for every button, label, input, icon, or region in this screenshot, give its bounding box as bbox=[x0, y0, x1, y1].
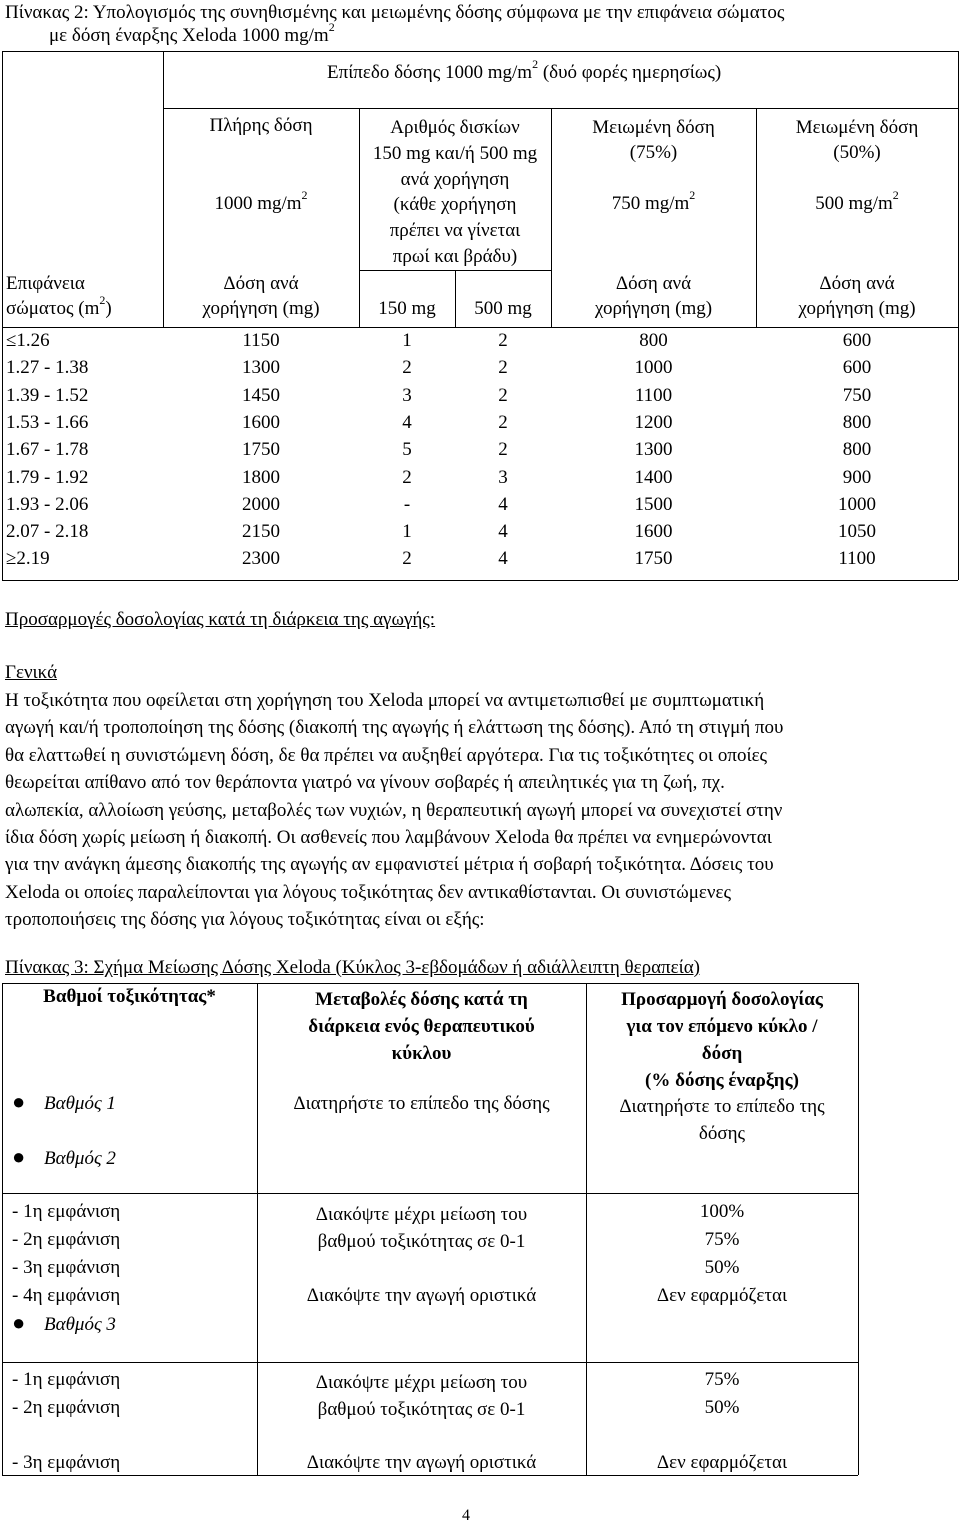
table-row bbox=[0, 330, 960, 357]
cell-t500: 2 bbox=[498, 384, 508, 406]
cell-t150: - bbox=[403, 493, 411, 515]
general-paragraph bbox=[5, 687, 783, 934]
cell-t500: 2 bbox=[498, 411, 508, 433]
grade-3-adjustment-1: 75% bbox=[704, 1369, 740, 1390]
reduced-75-value: 750 $mg/m^2$ bbox=[611, 188, 696, 214]
grade-3-occurrence-3: - 3η εμφάνιση bbox=[12, 1452, 121, 1473]
table2-caption-line2: με δόση έναρξης Xeloda 1000 $mg/m^2$ bbox=[49, 20, 335, 46]
cell-bsa: 2.07 - 2.18 bbox=[6, 521, 89, 543]
tablets-150-header: 150 mg bbox=[378, 298, 436, 319]
grade-2-adjustment-4: Δεν εφαρμόζεται bbox=[656, 1285, 788, 1306]
table-row bbox=[0, 494, 960, 521]
cell-full: 2300 bbox=[242, 548, 280, 570]
cell-t500: 4 bbox=[498, 548, 508, 570]
reduced-50-value: 500 $mg/m^2$ bbox=[815, 188, 899, 214]
grade-1-adjustment: Διατηρήστε το επίπεδο της δόσης bbox=[619, 1096, 825, 1144]
table-row bbox=[0, 548, 960, 575]
cell-bsa: 1.79 - 1.92 bbox=[6, 466, 89, 488]
table2-top-border bbox=[2, 51, 958, 52]
cell-bsa: 1.93 - 2.06 bbox=[6, 493, 89, 515]
cell-r50: 600 bbox=[842, 330, 872, 351]
grade-2-adjustment-2: 75% bbox=[704, 1229, 740, 1250]
grade-2-adjustment-3: 50% bbox=[704, 1257, 740, 1278]
table3-bottom-border bbox=[2, 1475, 858, 1476]
cell-bsa: ≤1.26 bbox=[6, 330, 50, 351]
cell-t500: 4 bbox=[498, 521, 508, 543]
table2-level-divider bbox=[163, 108, 958, 109]
paragraph-line: Η τοξικότητα που οφείλεται στη χορήγηση του Xeloda μπορεί να αντιμετωπισθεί με συμπτωματική bbox=[5, 690, 765, 711]
table-row bbox=[0, 385, 960, 412]
paragraph-line: τροποποιήσεις της δόσης για λόγους τοξικότητας είναι οι εξής: bbox=[5, 909, 485, 931]
cell-full: 1300 bbox=[242, 357, 280, 379]
grade-2-stop-action: Διακόψτε την αγωγή οριστικά bbox=[306, 1285, 537, 1306]
grade-3-adjustment-3: Δεν εφαρμόζεται bbox=[656, 1452, 788, 1473]
cell-bsa: 1.27 - 1.38 bbox=[6, 357, 89, 379]
general-subheading: Γενικά bbox=[5, 662, 58, 683]
grade-1-label: Βαθμός 1 bbox=[44, 1093, 116, 1114]
table3-left-border bbox=[2, 983, 3, 1475]
table-row bbox=[0, 521, 960, 548]
full-dose-per-admin-label: Δόση ανά χορήγηση (mg) bbox=[202, 273, 320, 319]
table3-caption: Πίνακας 3: Σχήμα Μείωσης Δόσης Xeloda (Κύκλος 3-εβδομάδων ή αδιάλλειπτη θεραπεία) bbox=[5, 957, 700, 978]
table3-top-border bbox=[2, 983, 858, 984]
grade-2-occurrence-3: - 3η εμφάνιση bbox=[12, 1257, 121, 1278]
cell-r50: 800 bbox=[842, 439, 872, 461]
bullet-icon: ● bbox=[12, 1310, 26, 1335]
cell-r50: 1000 bbox=[838, 493, 876, 515]
full-dose-value: 1000 $mg/m^2$ bbox=[214, 188, 308, 214]
table-row bbox=[0, 467, 960, 494]
cell-bsa: 1.67 - 1.78 bbox=[6, 439, 89, 461]
table2-header-bottom bbox=[2, 327, 958, 328]
cell-full: 1150 bbox=[242, 330, 280, 351]
paragraph-line: θεωρείται απίθανο από τον θεράποντα γιατρό να γίνουν σοβαρές ή απειλητικές για τη ζωή, πχ. bbox=[5, 772, 725, 794]
cell-t150: 2 bbox=[402, 548, 412, 570]
cell-t500: 2 bbox=[498, 439, 508, 461]
cell-r75: 1100 bbox=[634, 384, 673, 406]
reduced-75-title: Μειωμένη δόση (75%) bbox=[592, 117, 715, 163]
cell-full: 1600 bbox=[242, 411, 280, 433]
toxicity-grades-header: Βαθμοί τοξικότητας* bbox=[43, 986, 216, 1007]
dose-adjustments-heading: Προσαρμογές δοσολογίας κατά τη διάρκεια της αγωγής: bbox=[5, 609, 436, 630]
cell-t150: 2 bbox=[402, 357, 412, 379]
grade-3-adjustment-2: 50% bbox=[704, 1397, 740, 1418]
grade-2-occurrence-2: - 2η εμφάνιση bbox=[12, 1229, 121, 1250]
page-number: 4 bbox=[462, 1507, 470, 1524]
cell-full: 1450 bbox=[242, 384, 280, 406]
table-row bbox=[0, 357, 960, 384]
cell-r50: 900 bbox=[842, 466, 872, 488]
cell-bsa: ≥2.19 bbox=[6, 548, 50, 570]
dose-change-header: Μεταβολές δόσης κατά τη διάρκεια ενός θεραπευτικού κύκλου bbox=[308, 989, 535, 1064]
cell-r50: 750 bbox=[842, 384, 872, 406]
full-dose-title: Πλήρης δόση bbox=[209, 115, 313, 136]
table3-right-border bbox=[858, 983, 859, 1475]
table-row bbox=[0, 412, 960, 439]
paragraph-line: θα ελαττωθεί η συνιστώμενη δόση, δε θα πρέπει να αυξηθεί αργότερα. Για τις τοξικότητες οι οποίες bbox=[5, 744, 768, 766]
cell-full: 2000 bbox=[242, 493, 280, 515]
cell-r75: 1500 bbox=[634, 493, 673, 515]
dose-level-heading: Επίπεδο δόσης 1000 $mg/m^2$ (δυό φορές ημερησίως) bbox=[327, 57, 722, 83]
cell-r50: 1050 bbox=[838, 521, 876, 543]
bsa-header: Επιφάνεια σώματος $(m^2)$ bbox=[6, 273, 112, 319]
cell-r75: 1600 bbox=[634, 521, 673, 543]
grade-3-label: Βαθμός 3 bbox=[44, 1314, 116, 1335]
paragraph-line: ίδια δόση χωρίς μείωση ή διακοπή. Οι ασθενείς που λαμβάνουν Xeloda θα πρέπει να ενημερώνονται bbox=[5, 827, 772, 849]
grade-3-occurrence-2: - 2η εμφάνιση bbox=[12, 1397, 121, 1418]
cell-r75: 1750 bbox=[634, 548, 673, 570]
bullet-icon: ● bbox=[12, 1089, 26, 1114]
cell-t150: 4 bbox=[402, 411, 412, 433]
table2-bottom-border bbox=[2, 580, 958, 581]
next-cycle-adjustment-header: Προσαρμογή δοσολογίας για τον επόμενο κύκλο / δόση (% δόσης έναρξης) bbox=[621, 989, 823, 1091]
cell-t500: 4 bbox=[498, 493, 508, 515]
bullet-icon: ● bbox=[12, 1144, 26, 1169]
table2-caption-line1: Πίνακας 2: Υπολογισμός της συνηθισμένης και μειωμένης δόσης σύμφωνα με την επιφάνεια σώματος bbox=[5, 2, 785, 23]
cell-full: 1800 bbox=[242, 466, 280, 488]
cell-r75: 1300 bbox=[634, 439, 673, 461]
paragraph-line: για την ανάγκη άμεσης διακοπής της αγωγής αν εμφανιστεί μέτρια ή σοβαρή τοξικότητα. Δόσεις του bbox=[5, 854, 774, 876]
cell-bsa: 1.53 - 1.66 bbox=[6, 411, 89, 433]
grade-3-stop-action: Διακόψτε την αγωγή οριστικά bbox=[306, 1452, 537, 1473]
paragraph-line: αλωπεκία, αλλοίωση γεύσης, μεταβολές των νυχιών, η θεραπευτική αγωγή μπορεί να συνεχιστεί στην bbox=[5, 799, 783, 821]
table3-divider bbox=[2, 1193, 858, 1194]
cell-full: 2150 bbox=[242, 521, 280, 543]
cell-t500: 2 bbox=[498, 330, 508, 351]
grade-2-occurrence-4: - 4η εμφάνιση bbox=[12, 1285, 121, 1306]
cell-r75: 800 bbox=[639, 330, 668, 351]
cell-t500: 3 bbox=[498, 466, 508, 488]
cell-r75: 1000 bbox=[634, 357, 673, 379]
table3-divider bbox=[2, 1362, 858, 1363]
tablets-500-header: 500 mg bbox=[474, 298, 532, 319]
cell-t150: 3 bbox=[402, 384, 412, 406]
table-row bbox=[0, 439, 960, 466]
reduced-75-per-admin-label: Δόση ανά χορήγηση (mg) bbox=[594, 273, 713, 319]
grade-2-occurrence-1: - 1η εμφάνιση bbox=[12, 1201, 121, 1222]
grade-1-action: Διατηρήστε το επίπεδο της δόσης bbox=[293, 1093, 550, 1114]
reduced-50-title: Μειωμένη δόση (50%) bbox=[795, 117, 919, 163]
paragraph-line: αγωγή και/ή τροποποίηση της δόσης (διακοπή της αγωγής ή ελάττωση της δόσης). Από τη στιγμή που bbox=[5, 717, 784, 739]
cell-t500: 2 bbox=[498, 357, 508, 379]
grade-3-occurrence-1: - 1η εμφάνιση bbox=[12, 1369, 121, 1390]
cell-r50: 1100 bbox=[838, 548, 876, 570]
paragraph-line: Xeloda οι οποίες παραλείπονται για λόγους τοξικότητας δεν αντικαθίστανται. Οι συνιστώμενες bbox=[5, 881, 732, 903]
cell-bsa: 1.39 - 1.52 bbox=[6, 384, 89, 406]
grade-3-interrupt-action: Διακόψτε μέχρι μείωση του βαθμού τοξικότητας σε 0-1 bbox=[315, 1372, 528, 1420]
cell-r50: 600 bbox=[842, 357, 872, 379]
grade-2-adjustment-1: 100% bbox=[699, 1201, 745, 1222]
cell-t150: 1 bbox=[402, 330, 412, 351]
cell-t150: 1 bbox=[402, 521, 412, 543]
cell-r50: 800 bbox=[842, 411, 872, 433]
reduced-50-per-admin-label: Δόση ανά χορήγηση (mg) bbox=[798, 273, 916, 319]
cell-r75: 1400 bbox=[634, 466, 673, 488]
grade-2-label: Βαθμός 2 bbox=[44, 1148, 116, 1169]
cell-t150: 2 bbox=[402, 466, 412, 488]
cell-full: 1750 bbox=[242, 439, 280, 461]
tablets-header: Αριθμός δισκίων 150 mg και/ή 500 mg ανά χορήγηση (κάθε χορήγηση πρέπει να γίνεται πρωί και βράδυ) bbox=[372, 117, 538, 267]
cell-t150: 5 bbox=[402, 439, 412, 461]
grade-2-interrupt-action: Διακόψτε μέχρι μείωση του βαθμού τοξικότητας σε 0-1 bbox=[315, 1204, 528, 1252]
cell-r75: 1200 bbox=[634, 411, 673, 433]
